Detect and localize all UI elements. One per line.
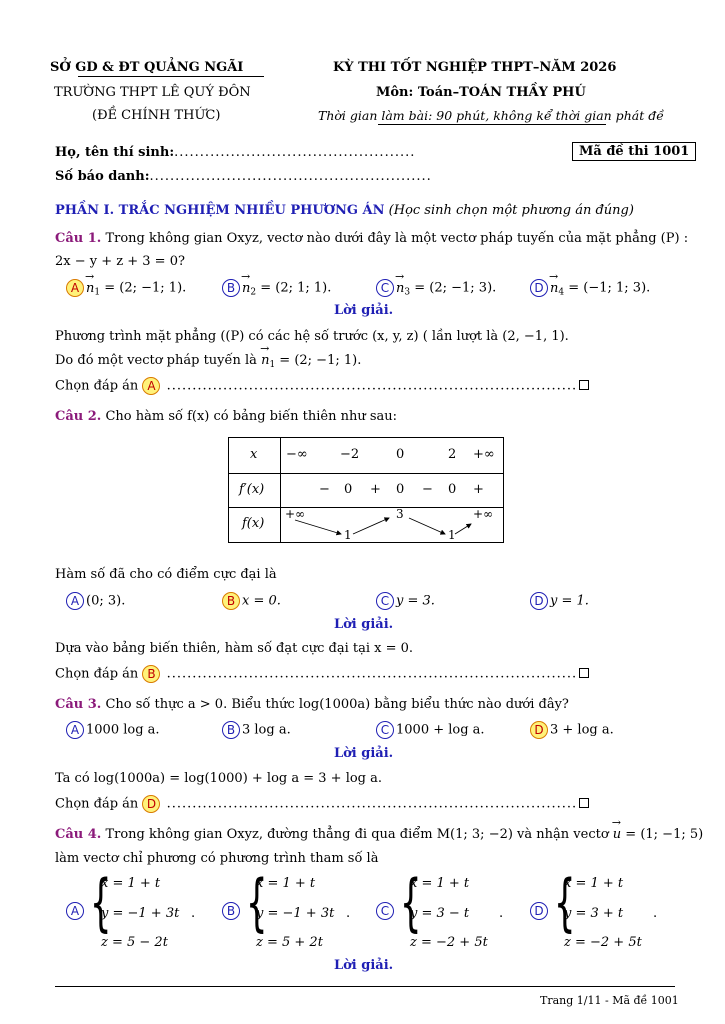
dept-name: SỞ GD & ĐT QUẢNG NGÃI [50,60,244,75]
student-id-dots: ....................................................... [149,169,432,184]
q4-option-b-line1: x = 1 + t [256,876,316,891]
q2-answer-dots: ................................................................................ [166,666,578,682]
q4-option-d-letter: D [530,902,548,920]
footer-rule [55,986,675,987]
q1-solution-line2-value: = (2; −1; 1). [275,353,362,368]
table-f-0: +∞ [285,507,306,521]
q1-option-b[interactable] [222,279,331,298]
q4-text1b: = (1; −1; 5) [621,827,704,842]
q4-option-c-line2: y = 3 − t [410,906,470,921]
vector-n-icon: → n [261,353,269,368]
q2-label: Câu 2. [55,409,102,424]
q1-option-a[interactable] [66,279,186,298]
q1-option-c-letter: C [376,279,394,297]
q4-option-d-letter-wrap[interactable] [530,902,550,920]
q4-option-b-letter: B [222,902,240,920]
q3-option-c-letter: C [376,721,394,739]
q3-option-c-text: 1000 + log a. [396,722,485,738]
q1-answer-letter: A [142,377,160,395]
q3-option-a[interactable] [66,721,160,739]
q3-solution-title: Lời giải. [334,746,394,761]
arrow-up-1 [353,518,389,534]
q1-option-a-index: 1 [94,287,101,298]
q1-option-b-text: = (2; 1; 1). [256,280,332,296]
q2-option-d[interactable] [530,592,589,610]
q3-option-b-letter: B [222,721,240,739]
table-x-3: 2 [448,447,457,462]
student-name-row [55,145,415,160]
q3-choose-label: Chọn đáp án [55,796,139,812]
table-f-4: +∞ [473,507,494,521]
q3-solution: Ta có log(1000a) = log(1000) + log a = 3 + log a. [55,771,383,786]
table-x-4: +∞ [473,447,495,462]
q3-option-c[interactable] [376,721,485,739]
arrow-down-1 [295,520,341,534]
variation-arrows [281,508,503,542]
dept-underline [78,76,264,77]
table-sign-4: − [422,482,433,497]
q1-option-b-index: 2 [250,287,257,298]
q4-option-d-line1: x = 1 + t [564,876,624,891]
answer-checkbox-icon[interactable] [579,798,589,808]
brace-icon: { [89,866,112,939]
q2-option-a[interactable] [66,592,125,610]
q3-answer-row [55,795,589,813]
q3-option-d-letter: D [530,721,548,739]
q2-answer-row [55,665,589,683]
q2-option-d-letter: D [530,592,548,610]
vector-n-icon: → n [242,281,250,296]
q4-option-c-line3: z = −2 + 5t [410,935,488,950]
table-label-f: f(x) [242,516,265,531]
q3-option-a-text: 1000 log a. [86,722,160,738]
q2-option-b-text: x = 0. [242,593,281,609]
q3-option-a-letter: A [66,721,84,739]
q1-text2: 2x − y + z + 3 = 0? [55,254,185,269]
q4-option-d-line3: z = −2 + 5t [564,935,642,950]
table-sign-0: − [319,482,330,497]
q2-option-c-text: y = 3. [396,593,435,609]
vector-n-icon: → n [550,281,558,296]
q3-option-d[interactable] [530,721,614,739]
q4-option-c-line1: x = 1 + t [410,876,470,891]
official-label: (ĐỀ CHÍNH THỨC) [92,108,221,123]
q2-option-c[interactable] [376,592,435,610]
q2-solution-title: Lời giải. [334,617,394,632]
q1-option-d[interactable] [530,279,650,298]
q4-option-a-dot: . [191,906,196,921]
q1-solution-line2-text: Do đó một vectơ pháp tuyến là [55,353,262,368]
q2-text: Cho hàm số f(x) có bảng biến thiên như sau: [105,409,398,424]
table-f-1: 1 [344,528,352,542]
q4-label: Câu 4. [55,827,102,842]
time-note: Thời gian làm bài: 90 phút, không kể thời gian phát đề [318,108,664,123]
page-footer: Trang 1/11 - Mã đề 1001 [540,994,679,1007]
q1-option-c-index: 3 [404,287,411,298]
table-x-0: −∞ [286,447,308,462]
q4-option-c-letter-wrap[interactable] [376,902,396,920]
q2-option-a-letter: A [66,592,84,610]
q3-option-b-text: 3 log a. [242,722,291,738]
table-f-2: 3 [396,507,404,521]
q1-text1: Trong không gian Oxyz, vectơ nào dưới đây là một vectơ pháp tuyến của mặt phẳng (P) : [105,231,689,246]
q2-option-c-letter: C [376,592,394,610]
student-name-dots: ............................................... [174,145,416,160]
q3-text: Cho số thực a > 0. Biểu thức log(1000a) bằng biểu thức nào dưới đây? [105,697,569,712]
q1-option-b-letter: B [222,279,240,297]
q1-choose-label: Chọn đáp án [55,378,139,394]
q1-solution-title: Lời giải. [334,303,394,318]
table-x-2: 0 [396,447,405,462]
answer-checkbox-icon[interactable] [579,668,589,678]
q4-text1a: Trong không gian Oxyz, đường thẳng đi qua điểm M(1; 3; −2) và nhận vectơ [105,827,613,842]
exam-title: KỲ THI TỐT NGHIỆP THPT–NĂM 2026 [333,60,617,75]
brace-icon: { [399,866,422,939]
q1-solution-line1: Phương trình mặt phẳng ((P) có các hệ số trước (x, y, z) ( lần lượt là (2, −1, 1). [55,329,569,344]
section-note: (Học sinh chọn một phương án đúng) [388,203,634,218]
table-label-x: x [250,447,258,462]
q1-option-d-text: = (−1; 1; 3). [564,280,651,296]
time-underline [378,124,606,125]
q4-option-b-dot: . [346,906,351,921]
q4-option-a-line2: y = −1 + 3t [101,906,180,921]
variation-table [228,437,504,543]
q2-solution: Dựa vào bảng biến thiên, hàm số đạt cực đại tại x = 0. [55,641,414,656]
student-id-label: Số báo danh: [55,169,150,184]
table-f-3: 1 [448,528,456,542]
q2-option-b[interactable] [222,592,281,610]
table-x-1: −2 [340,447,360,462]
table-divider-1 [229,473,503,474]
table-sign-6: + [473,482,484,497]
q3-line1 [55,697,569,712]
exam-code-box: Mã đề thi 1001 [572,142,696,161]
q2-choose-label: Chọn đáp án [55,666,139,682]
q1-option-c[interactable] [376,279,496,298]
q4-option-d-dot: . [653,906,658,921]
q4-option-c-letter: C [376,902,394,920]
table-sign-2: + [370,482,381,497]
q1-label: Câu 1. [55,231,102,246]
vector-n-icon: → n [396,281,404,296]
q4-option-a-letter: A [66,902,84,920]
q3-answer-dots: ................................................................................ [166,796,578,812]
q2-question: Hàm số đã cho có điểm cực đại là [55,567,277,582]
q4-option-c-dot: . [499,906,504,921]
q3-answer-letter: D [142,795,160,813]
q4-solution-title: Lời giải. [334,958,394,973]
subject-title: Môn: Toán–TOÁN THẦY PHÚ [376,85,586,100]
q4-option-b-line2: y = −1 + 3t [256,906,335,921]
arrow-down-2 [409,518,445,534]
q4-line1 [55,827,703,842]
student-name-label: Họ, tên thí sinh: [55,145,175,160]
q2-option-b-letter: B [222,592,240,610]
q3-option-b[interactable] [222,721,291,739]
q1-answer-row [55,377,589,395]
vector-u-icon: → u [613,827,621,842]
section-header [55,203,634,218]
q3-label: Câu 3. [55,697,102,712]
q1-answer-dots: ................................................................................ [166,378,578,394]
table-sign-5: 0 [448,482,457,497]
q1-option-a-text: = (2; −1; 1). [100,280,187,296]
student-id-row [55,169,432,184]
q2-option-a-text: (0; 3). [86,593,126,609]
arrow-up-2 [455,524,471,534]
q4-option-a-line3: z = 5 − 2t [101,935,168,950]
table-sign-3: 0 [396,482,405,497]
q1-option-d-letter: D [530,279,548,297]
q4-option-b-letter-wrap[interactable] [222,902,242,920]
q4-option-a-letter-wrap[interactable] [66,902,86,920]
q2-line1 [55,409,397,424]
answer-checkbox-icon[interactable] [579,380,589,390]
q1-option-c-text: = (2; −1; 3). [410,280,497,296]
q4-text2: làm vectơ chỉ phương có phương trình tham số là [55,851,379,866]
school-name: TRƯỜNG THPT LÊ QUÝ ĐÔN [54,85,251,100]
q4-option-a-line1: x = 1 + t [101,876,161,891]
q2-option-d-text: y = 1. [550,593,589,609]
q1-line1 [55,231,688,246]
section-title: PHẦN I. TRẮC NGHIỆM NHIỀU PHƯƠNG ÁN [55,203,385,218]
q3-option-d-text: 3 + log a. [550,722,614,738]
q1-option-a-letter: A [66,279,84,297]
brace-icon: { [245,866,268,939]
q1-solution-line2 [55,353,361,370]
q1-solution-index: 1 [269,360,276,370]
table-label-fprime: f′(x) [239,482,265,497]
q2-answer-letter: B [142,665,160,683]
table-sign-1: 0 [344,482,353,497]
q1-option-d-index: 4 [558,287,565,298]
vector-n-icon: → n [86,281,94,296]
q4-option-b-line3: z = 5 + 2t [256,935,323,950]
q4-option-d-line2: y = 3 + t [564,906,624,921]
brace-icon: { [553,866,576,939]
